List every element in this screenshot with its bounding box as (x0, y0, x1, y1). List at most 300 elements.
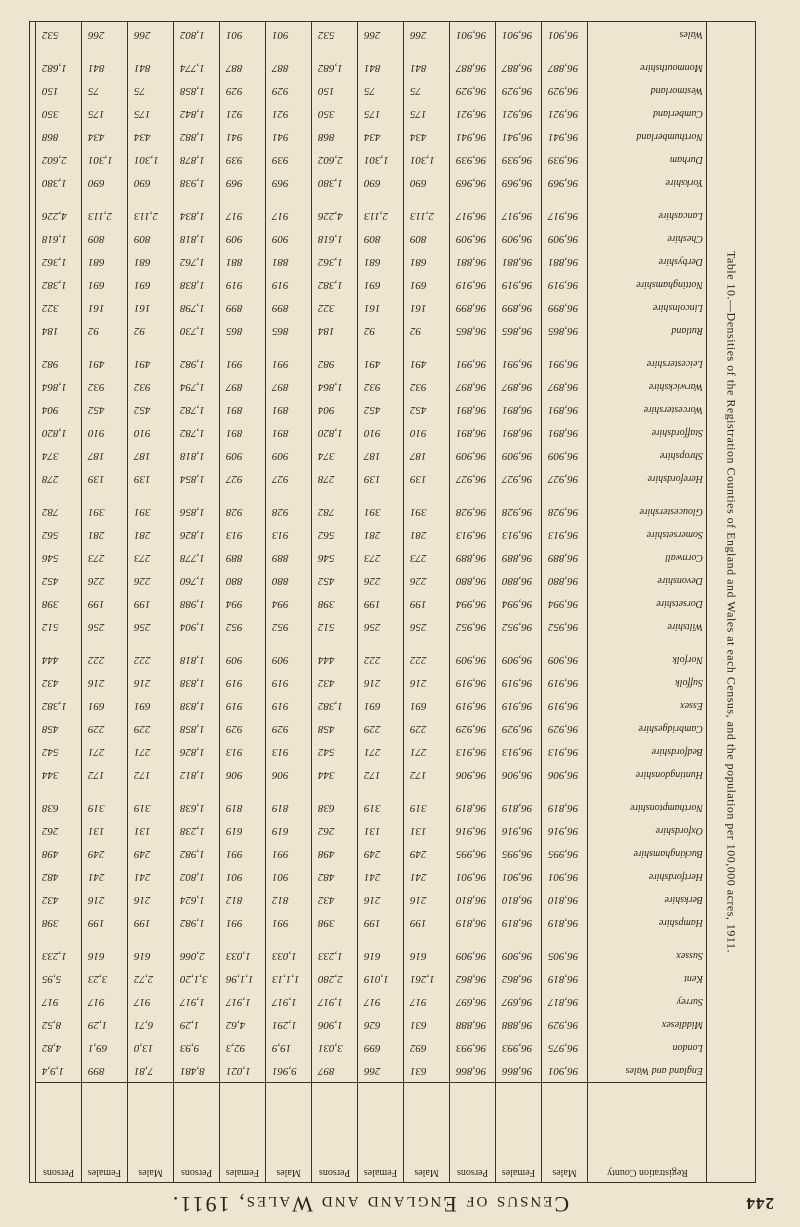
column-header (219, 1082, 265, 1182)
table-cell: 92 (364, 325, 375, 337)
column-header (541, 1082, 587, 1182)
table-cell: 1,864 (42, 381, 67, 393)
table-cell: 96,866 (502, 1065, 533, 1077)
table-cell: 927 (226, 473, 243, 485)
table-cell: 256 (364, 621, 381, 633)
row-label: Dorsetshire (656, 598, 703, 609)
table-cell: 881 (226, 256, 243, 268)
table-cell: 1,618 (318, 233, 343, 245)
column-header (311, 1082, 357, 1182)
table-cell: 681 (364, 256, 381, 268)
table-cell: 1,938 (180, 177, 205, 189)
row-label: Cumberland (653, 108, 703, 119)
table-cell: 452 (364, 404, 381, 416)
table-cell: 216 (410, 677, 427, 689)
table-cell: 96,993 (456, 1042, 487, 1054)
table-cell: 512 (42, 621, 59, 633)
table-cell: 184 (42, 325, 59, 337)
table-cell: 929 (272, 723, 289, 735)
table-cell: 96,891 (548, 404, 579, 416)
table-cell: 229 (410, 723, 427, 735)
table-cell: 96,862 (502, 973, 533, 985)
table-cell: 96,697 (456, 996, 487, 1008)
table-cell: 161 (364, 302, 381, 314)
table-cell: 139 (134, 473, 151, 485)
table-cell: 1,838 (180, 700, 205, 712)
table-cell: 690 (410, 177, 427, 189)
table-cell: 991 (272, 848, 289, 860)
table-cell: 96,913 (548, 746, 579, 758)
table-cell: 172 (134, 769, 151, 781)
table-cell: 96,913 (456, 529, 487, 541)
table-cell: 919 (272, 677, 289, 689)
table-cell: 941 (226, 131, 243, 143)
table-cell: 1,261 (410, 973, 435, 985)
table-cell: 96,919 (502, 700, 533, 712)
table-cell: 432 (318, 894, 335, 906)
table-cell: 880 (272, 575, 289, 587)
table-cell: 96,913 (548, 529, 579, 541)
table-cell: 96,906 (502, 769, 533, 781)
table-cell: 868 (318, 131, 335, 143)
table-cell: 96,817 (548, 996, 579, 1008)
table-cell: 226 (410, 575, 427, 587)
row-label: Kent (684, 973, 703, 984)
table-cell: 75 (134, 85, 145, 97)
table-cell: 75 (410, 85, 421, 97)
table-cell: 691 (364, 279, 381, 291)
table-cell: 184 (318, 325, 335, 337)
table-cell: 1,882 (180, 131, 205, 143)
table-cell: 96,929 (502, 723, 533, 735)
table-cell: 616 (134, 950, 151, 962)
table-cell: 9,961 (272, 1065, 297, 1077)
table-cell: 131 (364, 825, 381, 837)
table-cell: 96,901 (548, 871, 579, 883)
table-cell: 1,982 (180, 917, 205, 929)
column-header (495, 1082, 541, 1182)
table-cell: 187 (364, 450, 381, 462)
table-cell: 909 (272, 450, 289, 462)
table-cell: 619 (226, 825, 243, 837)
running-title: Census of England and Wales, 1911. (170, 1192, 570, 1217)
value-column (495, 22, 541, 1082)
table-cell: 273 (364, 552, 381, 564)
table-cell: 96,995 (502, 848, 533, 860)
table-cell: 458 (42, 723, 59, 735)
table-cell: 909 (272, 654, 289, 666)
table-cell: 9,93 (180, 1042, 200, 1054)
table-cell: 546 (42, 552, 59, 564)
table-cell: 3,1,20 (180, 973, 208, 985)
table-cell: 96,880 (502, 575, 533, 587)
table-cell: 913 (226, 529, 243, 541)
table-cell: 96,928 (502, 506, 533, 518)
table-cell: 4,82 (42, 1042, 62, 1054)
table-cell: 96,909 (456, 654, 487, 666)
table-cell: 96,901 (548, 1065, 579, 1077)
table-cell: 432 (42, 677, 59, 689)
table-cell: 96,909 (548, 233, 579, 245)
table-cell: 699 (364, 1042, 381, 1054)
table-cell: 917 (134, 996, 151, 1008)
column-header (35, 1082, 81, 1182)
table-cell: 452 (410, 404, 427, 416)
table-cell: 96,916 (502, 825, 533, 837)
table-cell: 199 (364, 598, 381, 610)
table-cell: 690 (88, 177, 105, 189)
table-cell: 139 (88, 473, 105, 485)
table-cell: 96,901 (456, 871, 487, 883)
table-cell: 994 (272, 598, 289, 610)
table-cell: 491 (88, 358, 105, 370)
table-cell: 96,939 (548, 154, 579, 166)
table-cell: 919 (226, 700, 243, 712)
table-cell: 880 (226, 575, 243, 587)
row-label: Cheshire (667, 233, 703, 244)
table-cell: 616 (88, 950, 105, 962)
table-cell: 991 (226, 358, 243, 370)
table-cell: 1,802 (180, 871, 205, 883)
table-cell: 96,901 (502, 871, 533, 883)
table-cell: 1,782 (180, 427, 205, 439)
table-cell: 512 (318, 621, 335, 633)
table-cell: 1,624 (180, 894, 205, 906)
table-cell: 1,380 (42, 177, 67, 189)
table-cell: 910 (134, 427, 151, 439)
table-cell: 1,782 (180, 404, 205, 416)
row-label: Buckinghamshire (633, 848, 703, 859)
table-cell: 96,880 (456, 575, 487, 587)
table-cell: 391 (88, 506, 105, 518)
table-cell: 1,820 (42, 427, 67, 439)
table-cell: 917 (42, 996, 59, 1008)
table-cell: 909 (226, 450, 243, 462)
table-cell: 482 (42, 871, 59, 883)
table-cell: 1,021 (226, 1065, 251, 1077)
row-label: Lancashire (658, 210, 703, 221)
table-cell: 96,921 (456, 108, 487, 120)
table-cell: 891 (226, 427, 243, 439)
table-cell: 281 (134, 529, 151, 541)
table-cell: 96,810 (502, 894, 533, 906)
table-cell: 619 (272, 825, 289, 837)
table-cell: 809 (364, 233, 381, 245)
table-cell: 982 (318, 358, 335, 370)
table-cell: 96,899 (456, 302, 487, 314)
table-cell: 928 (226, 506, 243, 518)
table-cell: 434 (134, 131, 151, 143)
row-label: Huntingdonshire (635, 769, 703, 780)
table-cell: 96,952 (502, 621, 533, 633)
table-cell: 96,697 (502, 996, 533, 1008)
table-cell: 982 (42, 358, 59, 370)
table-cell: 532 (318, 29, 335, 41)
table-cell: 175 (134, 108, 151, 120)
table-cell: 3,031 (318, 1042, 343, 1054)
table-cell: 1,382 (42, 279, 67, 291)
table-cell: 96,819 (456, 917, 487, 929)
table-cell: 901 (272, 871, 289, 883)
table-cell: 96,906 (548, 769, 579, 781)
row-label: Devonshire (657, 575, 703, 586)
table-cell: 868 (42, 131, 59, 143)
table-cell: 919 (272, 279, 289, 291)
table-cell: 432 (42, 894, 59, 906)
table-cell: 96,939 (502, 154, 533, 166)
table-cell: 96,969 (548, 177, 579, 189)
table-cell: 2,113 (88, 210, 112, 222)
table-cell: 638 (318, 802, 335, 814)
table-cell: 271 (364, 746, 381, 758)
table-cell: 96,929 (548, 85, 579, 97)
table-cell: 1,858 (180, 85, 205, 97)
table-cell: 691 (134, 700, 151, 712)
column-header (403, 1082, 449, 1182)
table-cell: 927 (272, 473, 289, 485)
table-cell: 96,919 (502, 279, 533, 291)
table-cell: 1,301 (88, 154, 113, 166)
table-cell: 458 (318, 723, 335, 735)
table-cell: 96,887 (456, 62, 487, 74)
table-cell: 96,891 (456, 404, 487, 416)
table-cell: 899 (226, 302, 243, 314)
column-header (81, 1082, 127, 1182)
table-cell: 932 (364, 381, 381, 393)
table-cell: 96,919 (548, 279, 579, 291)
value-column (449, 22, 495, 1082)
table-cell: 92 (88, 325, 99, 337)
table-cell: 899 (272, 302, 289, 314)
table-cell: 266 (88, 29, 105, 41)
table-cell: 96,917 (548, 210, 579, 222)
table-cell: 452 (88, 404, 105, 416)
table-cell: 96,810 (456, 894, 487, 906)
table-cell: 434 (364, 131, 381, 143)
row-label: Hertfordshire (648, 871, 703, 882)
table-cell: 398 (318, 598, 335, 610)
table-cell: 1,982 (180, 848, 205, 860)
table-cell: 249 (88, 848, 105, 860)
table-cell: 929 (272, 85, 289, 97)
table-cell: 1,878 (180, 154, 205, 166)
column-header (173, 1082, 219, 1182)
column-header (449, 1082, 495, 1182)
table-cell: 96,929 (502, 85, 533, 97)
table-cell: 444 (318, 654, 335, 666)
table-cell: 1,864 (318, 381, 343, 393)
table-cell: 906 (226, 769, 243, 781)
table-cell: 281 (410, 529, 427, 541)
table-cell: 991 (272, 917, 289, 929)
table-cell: 891 (226, 404, 243, 416)
table-cell: 96,901 (548, 29, 579, 41)
table-cell: 782 (318, 506, 335, 518)
table-cell: 904 (318, 404, 335, 416)
table-cell: 819 (272, 802, 289, 814)
table-cell: 199 (134, 598, 151, 610)
table-cell: 1,233 (318, 950, 343, 962)
table-cell: 96,862 (456, 973, 487, 985)
row-label: Suffolk (675, 677, 703, 688)
table-cell: 1,818 (180, 450, 205, 462)
table-cell: 96,880 (548, 575, 579, 587)
table-cell: 96,919 (456, 279, 487, 291)
row-label: Berkshire (664, 894, 703, 905)
table-cell: 542 (318, 746, 335, 758)
table-cell: 631 (410, 1065, 427, 1077)
table-grid (30, 22, 707, 1182)
table-cell: 96,991 (456, 358, 487, 370)
table-cell: 96,919 (456, 677, 487, 689)
table-cell: 1,291 (272, 1019, 297, 1031)
table-cell: 897 (226, 381, 243, 393)
table-cell: 226 (88, 575, 105, 587)
table-cell: 96,929 (456, 723, 487, 735)
table-sheet (29, 21, 756, 1183)
row-label: Wiltshire (667, 621, 703, 632)
row-label: England and Wales (625, 1065, 703, 1076)
table-cell: 913 (272, 529, 289, 541)
label-column (587, 22, 707, 1082)
table-cell: 691 (88, 700, 105, 712)
table-cell: 901 (272, 29, 289, 41)
table-cell: 1,982 (180, 358, 205, 370)
table-cell: 96,905 (548, 950, 579, 962)
table-cell: 4,226 (42, 210, 67, 222)
table-cell: 1,854 (180, 473, 205, 485)
table-cell: 262 (318, 825, 335, 837)
table-cell: 229 (364, 723, 381, 735)
table-cell: 96,865 (548, 325, 579, 337)
table-cell: 2,113 (134, 210, 158, 222)
table-cell: 96,881 (502, 256, 533, 268)
table-cell: 398 (42, 598, 59, 610)
row-label: Surrey (676, 996, 703, 1007)
table-cell: 96,995 (456, 848, 487, 860)
table-cell: 1,033 (226, 950, 251, 962)
row-label: Yorkshire (665, 177, 703, 188)
table-cell: 96,819 (502, 802, 533, 814)
table-cell: 939 (272, 154, 289, 166)
table-cell: 96,927 (502, 473, 533, 485)
table-cell: 271 (88, 746, 105, 758)
table-cell: 199 (410, 598, 427, 610)
column-header (357, 1082, 403, 1182)
table-cell: 262 (42, 825, 59, 837)
table-cell: 96,929 (456, 85, 487, 97)
table-cell: 96,995 (548, 848, 579, 860)
table-cell: 904 (42, 404, 59, 416)
table-cell: 928 (272, 506, 289, 518)
table-cell: 96,891 (502, 427, 533, 439)
table-cell: 631 (410, 1019, 427, 1031)
table-cell: 1,820 (318, 427, 343, 439)
table-cell: 994 (226, 598, 243, 610)
table-cell: 909 (226, 654, 243, 666)
table-cell: 691 (88, 279, 105, 291)
table-cell: 96,991 (548, 358, 579, 370)
table-cell: 690 (364, 177, 381, 189)
table-cell: 96,952 (548, 621, 579, 633)
table-cell: 96,901 (456, 29, 487, 41)
table-cell: 96,881 (456, 256, 487, 268)
table-cell: 881 (272, 256, 289, 268)
table-cell: 910 (410, 427, 427, 439)
table-cell: 96,994 (456, 598, 487, 610)
table-cell: 1,29 (180, 1019, 200, 1031)
table-cell: 546 (318, 552, 335, 564)
value-column (173, 22, 219, 1082)
table-cell: 256 (88, 621, 105, 633)
value-column (357, 22, 403, 1082)
table-cell: 96,941 (502, 131, 533, 143)
table-cell: 96,994 (502, 598, 533, 610)
value-column (35, 22, 81, 1082)
table-cell: 691 (364, 700, 381, 712)
table-cell: 96,919 (548, 700, 579, 712)
table-cell: 391 (134, 506, 151, 518)
table-cell: 131 (410, 825, 427, 837)
table-cell: 4,62 (226, 1019, 246, 1031)
table-cell: 991 (272, 358, 289, 370)
column-header-label: Males (276, 1167, 301, 1178)
table-cell: 96,891 (456, 427, 487, 439)
table-cell: 906 (272, 769, 289, 781)
row-label: Herefordshire (647, 473, 703, 484)
table-cell: 96,906 (456, 769, 487, 781)
table-cell: 891 (272, 427, 289, 439)
table-cell: 344 (42, 769, 59, 781)
table-cell: 1,774 (180, 62, 205, 74)
table-cell: 96,994 (548, 598, 579, 610)
table-cell: 96,969 (502, 177, 533, 189)
table-cell: 216 (88, 894, 105, 906)
table-cell: 96,887 (502, 62, 533, 74)
column-header-label: Females (501, 1167, 536, 1178)
table-cell: 96,897 (456, 381, 487, 393)
table-cell: 2,602 (318, 154, 343, 166)
row-label: Cornwall (665, 552, 703, 563)
table-cell: 1,802 (180, 29, 205, 41)
table-cell: 2,066 (180, 950, 205, 962)
table-cell: 69,1 (88, 1042, 108, 1054)
row-label: Bedfordshire (651, 746, 703, 757)
table-title: Table 10.—Densities of the Registration Counties of England and Wales at each Census, and the population per 100,000 acres, 1911. (724, 251, 739, 953)
table-cell: 96,901 (502, 29, 533, 41)
column-header-label: Registration County (607, 1167, 688, 1178)
table-cell: 96,891 (548, 427, 579, 439)
table-cell: 222 (134, 654, 151, 666)
table-cell: 681 (134, 256, 151, 268)
table-cell: 226 (134, 575, 151, 587)
table-cell: 96,921 (548, 108, 579, 120)
table-cell: 96,888 (502, 1019, 533, 1031)
table-cell: 278 (318, 473, 335, 485)
table-cell: 241 (410, 871, 427, 883)
table-cell: 1,778 (180, 552, 205, 564)
table-cell: 2,280 (318, 973, 343, 985)
table-cell: 319 (134, 802, 151, 814)
row-label: Hampshire (658, 917, 703, 928)
table-cell: 909 (272, 233, 289, 245)
table-cell: 96,921 (502, 108, 533, 120)
table-cell: 1,818 (180, 654, 205, 666)
column-header-label: Males (414, 1167, 439, 1178)
table-cell: 491 (410, 358, 427, 370)
value-column (541, 22, 587, 1082)
table-cell: 809 (134, 233, 151, 245)
